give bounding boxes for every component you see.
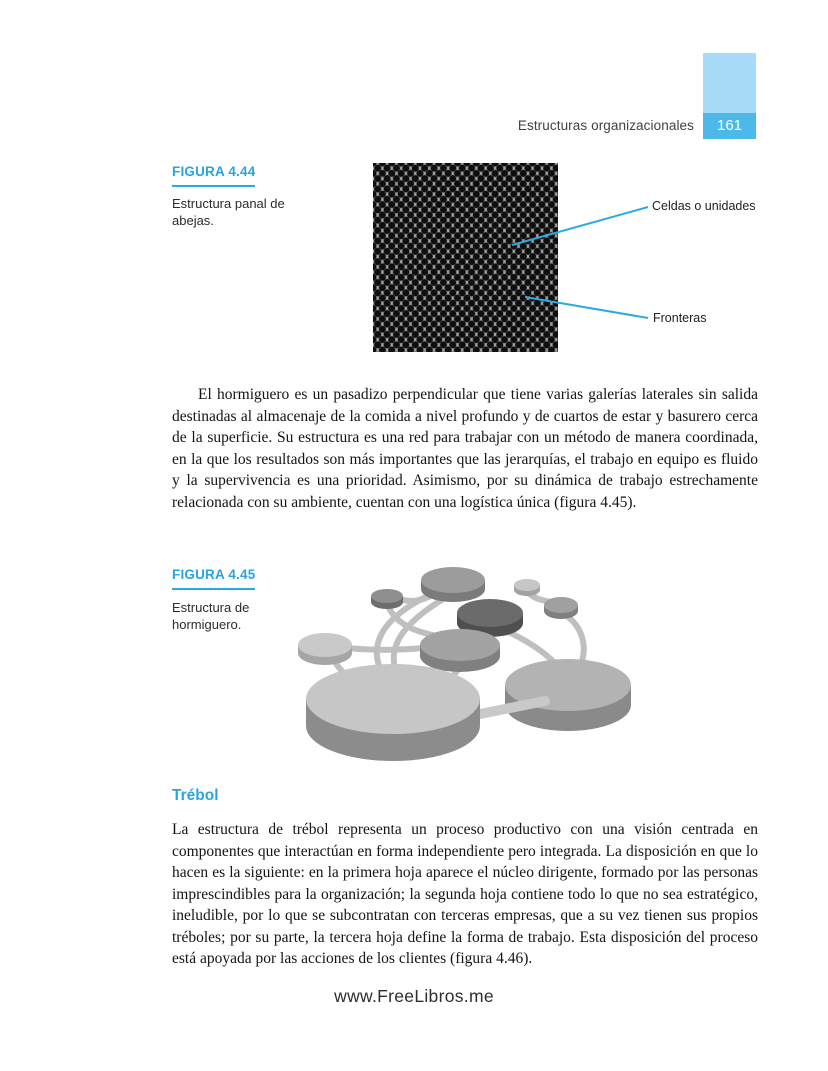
figure-44-caption: Estructura panal de abejas. (172, 196, 285, 228)
figure-45-label: FIGURA 4.45 (172, 567, 256, 582)
section-heading-trebol: Trébol (172, 787, 219, 804)
figure-44-label-block (172, 163, 255, 187)
running-header-title: Estructuras organizacionales (517, 118, 694, 133)
page-number-badge: 161 (703, 113, 756, 139)
figure-45-rule (172, 588, 255, 590)
paragraph-hormiguero: El hormiguero es un pasadizo perpendicular que tiene varias galerías laterales sin salida destinadas al almacenaje de la comida a nivel profundo y de cuartos de estar y basurero cerca de la superficie. Su estructura es una red para trabajar con un método de manera coordinada, en la que los resultados son más importantes que las jerarquías, el trabajo en equipo es fluido y la supervivencia es una prioridad. Asimismo, por su dinámica de trabajo estrechamente relacionada con su ambiente, cuentan con una logística única (figura 4.45). (172, 386, 758, 511)
paragraph-trebol: La estructura de trébol representa un proceso productivo con una visión centrada en componentes que interactúan en forma independiente pero integrada. La disposición en que lo hacen es la siguiente: en la primera hoja aparece el núcleo dirigente, formado por las personas imprescindibles para la organización; la segunda hoja contiene todo lo que no sea estratégico, ineludible, por lo que se subcontratan con terceras empresas, que a su vez tienen sus propios tréboles; por su parte, la tercera hoja define la forma de trabajo. Esta disposición del proceso está apoyada por las acciones de los clientes (figura 4.46). (172, 821, 758, 967)
callout-lines (373, 160, 757, 360)
figure-44-rule (172, 185, 255, 187)
figure-45-caption: Estructura de hormiguero. (172, 600, 250, 632)
callout-label-cells: Celdas o unidades (652, 199, 756, 213)
callout-label-borders: Fronteras (653, 311, 707, 325)
figure-44-label: FIGURA 4.44 (172, 164, 256, 179)
footer-watermark: www.FreeLibros.me (334, 986, 494, 1006)
page-tab-decoration (703, 53, 756, 113)
figure-45-label-block (172, 566, 255, 590)
figure-45-ant-nest-image (295, 533, 632, 777)
